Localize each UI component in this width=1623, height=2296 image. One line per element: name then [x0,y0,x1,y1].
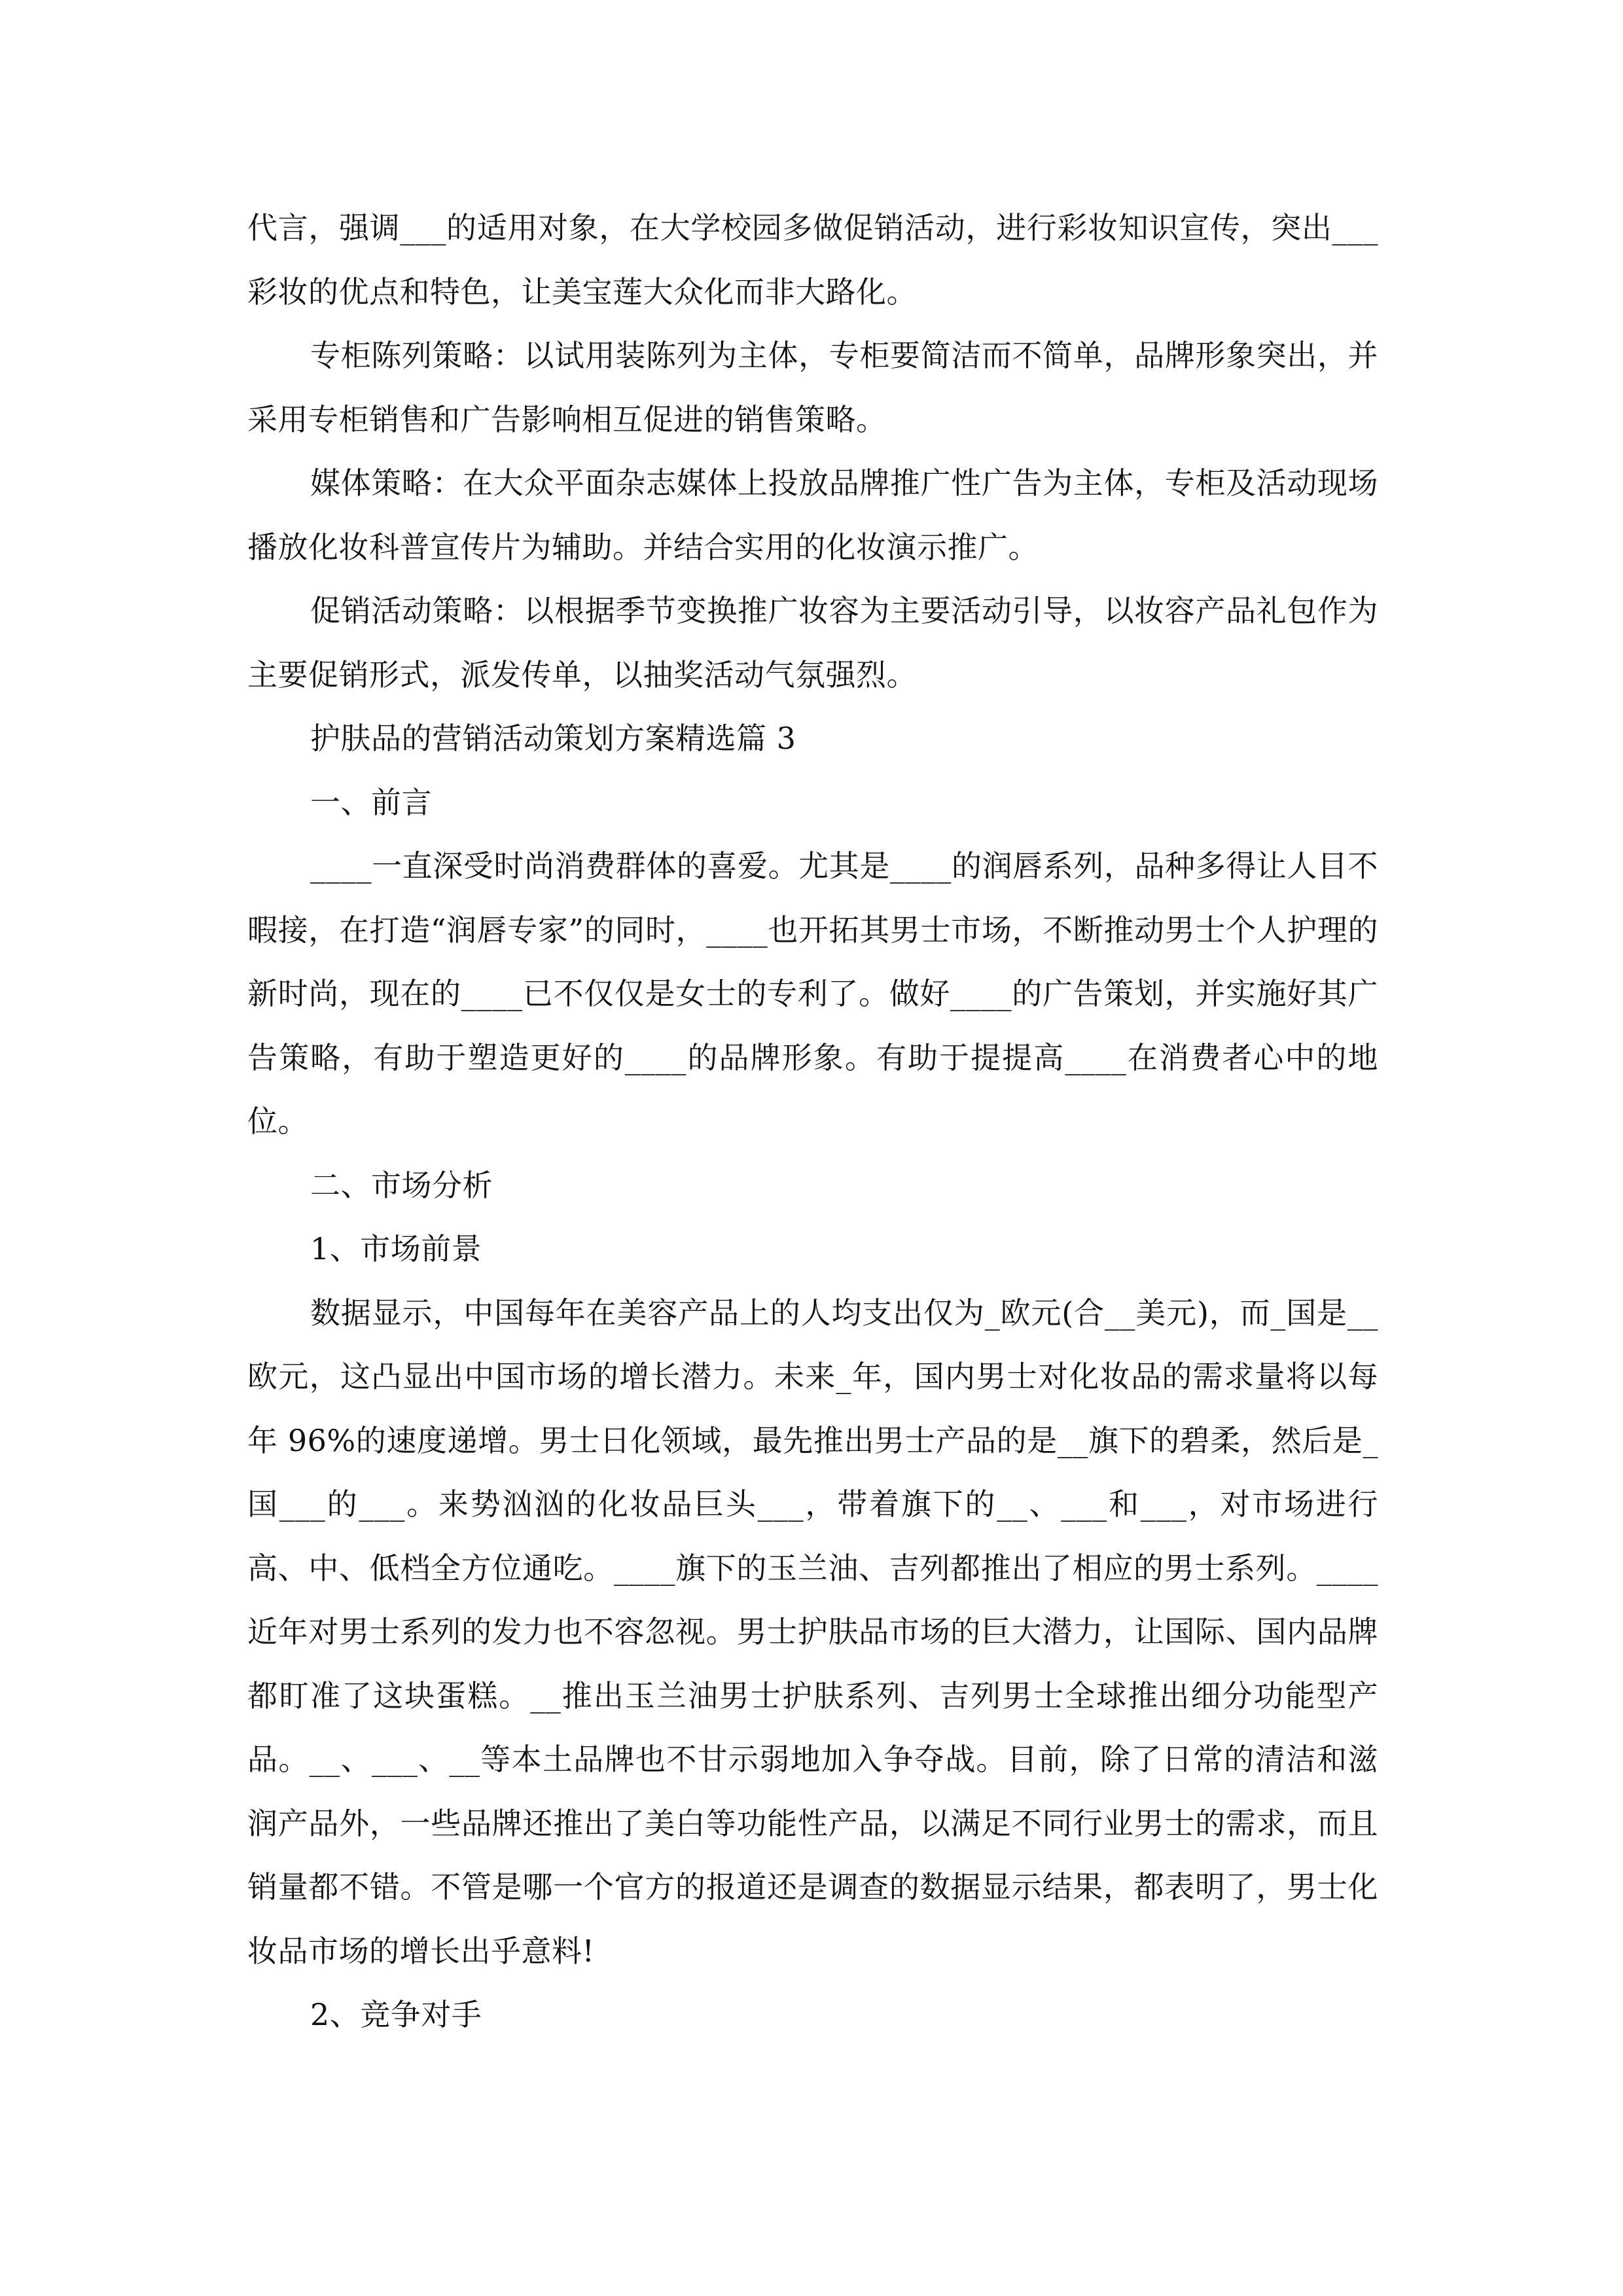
section-heading-preface: 一、前言 [310,784,432,820]
paragraph-preface: ____一直深受时尚消费群体的喜爱。尤其是____的润唇系列，品种多得让人目不暇接，在打造“润唇专家”的同时，____也开拓其男士市场，不断推动男士个人护理的新时尚，现在的____已不仅仅是女士的专利了。做好____的广告策划，并实施好其广告策略，有助于塑造更好的____的品牌形象。有助于提提高____在消费者心中的地位。 [247,848,1378,1139]
article-title: 护肤品的营销活动策划方案精选篇 3 [310,721,796,756]
paragraph-market-outlook: 数据显示，中国每年在美容产品上的人均支出仅为_欧元(合__美元)，而_国是__欧元，这凸显出中国市场的增长潜力。未来_年，国内男士对化妆品的需求量将以每年 96%的速度递增。男士日化领域，最先推出男士产品的是__旗下的碧柔，然后是_国___的___。来势汹汹的化妆品巨头___，带着旗下的__、___和___，对市场进行高、中、低档全方位通吃。____旗下的玉兰油、吉列都推出了相应的男士系列。____近年对男士系列的发力也不容忽视。男士护肤品市场的巨大潜力，让国际、国内品牌都盯准了这块蛋糕。__推出玉兰油男士护肤系列、吉列男士全球推出细分功能型产品。__、___、__等本土品牌也不甘示弱地加入争夺战。目前，除了日常的清洁和滋润产品外，一些品牌还推出了美白等功能性产品，以满足不同行业男士的需求，而且销量都不错。不管是哪一个官方的报道还是调查的数据显示结果，都表明了，男士化妆品市场的增长出乎意料! [247,1295,1378,1969]
subsection-heading-competitors: 2、竞争对手 [310,1997,482,2032]
paragraph-intro-continuation: 代言，强调___的适用对象，在大学校园多做促销活动，进行彩妆知识宣传，突出___彩妆的优点和特色，让美宝莲大众化而非大路化。 [247,210,1378,310]
document-body [247,196,1378,2047]
section-heading-market-analysis: 二、市场分析 [310,1167,493,1203]
paragraph-media-strategy: 媒体策略：在大众平面杂志媒体上投放品牌推广性广告为主体，专柜及活动现场播放化妆科普宣传片为辅助。并结合实用的化妆演示推广。 [247,465,1378,565]
paragraph-counter-display-strategy: 专柜陈列策略：以试用装陈列为主体，专柜要简洁而不简单，品牌形象突出，并采用专柜销售和广告影响相互促进的销售策略。 [247,338,1378,437]
paragraph-promotion-strategy: 促销活动策略：以根据季节变换推广妆容为主要活动引导，以妆容产品礼包作为主要促销形式，派发传单，以抽奖活动气氛强烈。 [247,593,1378,692]
subsection-heading-market-outlook: 1、市场前景 [310,1231,482,1266]
